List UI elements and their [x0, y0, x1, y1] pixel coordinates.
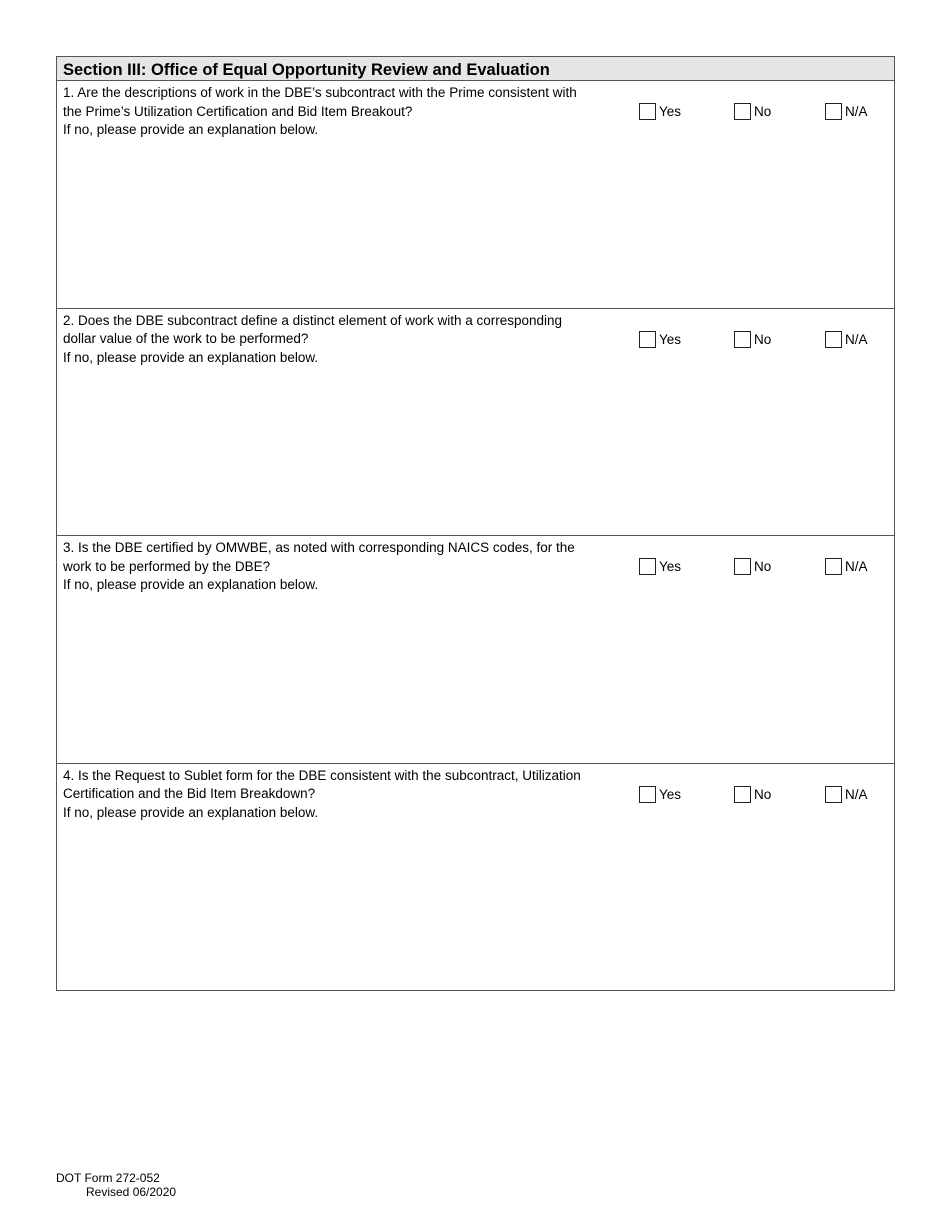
no-label: No	[754, 331, 772, 347]
checkbox-box[interactable]	[639, 331, 656, 348]
checkbox-box[interactable]	[734, 558, 751, 575]
question-line: 1. Are the descriptions of work in the DBE’s subcontract with the Prime consistent with	[63, 85, 577, 100]
q4-no-checkbox[interactable]	[734, 786, 771, 803]
q3-explanation-field[interactable]	[63, 598, 888, 757]
form-id: DOT Form 272-052	[56, 1171, 160, 1185]
question-text	[63, 767, 608, 823]
question-text	[63, 84, 608, 140]
q3-no-checkbox[interactable]	[734, 558, 771, 575]
na-label: N/A	[845, 786, 868, 802]
question-2	[57, 309, 894, 537]
checkbox-box[interactable]	[734, 786, 751, 803]
yes-label: Yes	[659, 104, 682, 119]
question-3	[57, 536, 894, 764]
section-title: Section III: Office of Equal Opportunity Review and Evaluation	[57, 57, 894, 81]
q4-explanation-field[interactable]	[63, 826, 888, 986]
revision-date: Revised 06/2020	[86, 1185, 177, 1199]
question-text	[63, 312, 608, 368]
q3-yes-checkbox[interactable]	[639, 558, 681, 575]
question-line: 2. Does the DBE subcontract define a distinct element of work with a corresponding	[63, 312, 563, 328]
na-label: N/A	[845, 331, 868, 347]
q1-no-checkbox[interactable]	[734, 103, 771, 120]
form-footer	[56, 1171, 176, 1199]
question-line: the Prime’s Utilization Certification and Bid Item Breakout?	[63, 103, 413, 119]
checkbox-box[interactable]	[639, 558, 656, 575]
no-label: No	[754, 104, 772, 119]
yes-label: Yes	[659, 331, 682, 347]
question-line: 3. Is the DBE certified by OMWBE, as noted with corresponding NAICS codes, for the	[63, 540, 575, 555]
question-line: work to be performed by the DBE?	[63, 558, 271, 574]
yes-label: Yes	[659, 786, 682, 802]
checkbox-box[interactable]	[639, 103, 656, 120]
na-label: N/A	[845, 104, 868, 119]
question-line: If no, please provide an explanation below.	[63, 122, 319, 137]
q2-no-checkbox[interactable]	[734, 331, 771, 348]
na-label: N/A	[845, 559, 868, 574]
checkbox-box[interactable]	[825, 103, 842, 120]
q4-na-checkbox[interactable]	[825, 786, 868, 803]
checkbox-box[interactable]	[825, 331, 842, 348]
question-line: If no, please provide an explanation below.	[63, 577, 319, 592]
q2-yes-checkbox[interactable]	[639, 331, 681, 348]
checkbox-box[interactable]	[825, 786, 842, 803]
checkbox-box[interactable]	[825, 558, 842, 575]
checkbox-box[interactable]	[734, 331, 751, 348]
checkbox-box[interactable]	[639, 786, 656, 803]
yes-label: Yes	[659, 559, 682, 574]
q1-explanation-field[interactable]	[63, 143, 888, 302]
question-4	[57, 764, 894, 992]
question-text	[63, 539, 608, 595]
q1-yes-checkbox[interactable]	[639, 103, 681, 120]
checkbox-box[interactable]	[734, 103, 751, 120]
q3-na-checkbox[interactable]	[825, 558, 868, 575]
evaluation-form	[56, 56, 895, 991]
question-line: dollar value of the work to be performed?	[63, 331, 309, 346]
q2-explanation-field[interactable]	[63, 371, 888, 530]
q1-na-checkbox[interactable]	[825, 103, 868, 120]
question-line: 4. Is the Request to Sublet form for the DBE consistent with the subcontract, Utilization	[63, 767, 581, 783]
no-label: No	[754, 559, 772, 574]
question-line: If no, please provide an explanation below.	[63, 349, 319, 365]
q4-yes-checkbox[interactable]	[639, 786, 681, 803]
question-line: If no, please provide an explanation below.	[63, 804, 319, 820]
question-line: Certification and the Bid Item Breakdown?	[63, 786, 316, 801]
no-label: No	[754, 786, 772, 802]
question-1	[57, 81, 894, 309]
q2-na-checkbox[interactable]	[825, 331, 868, 348]
